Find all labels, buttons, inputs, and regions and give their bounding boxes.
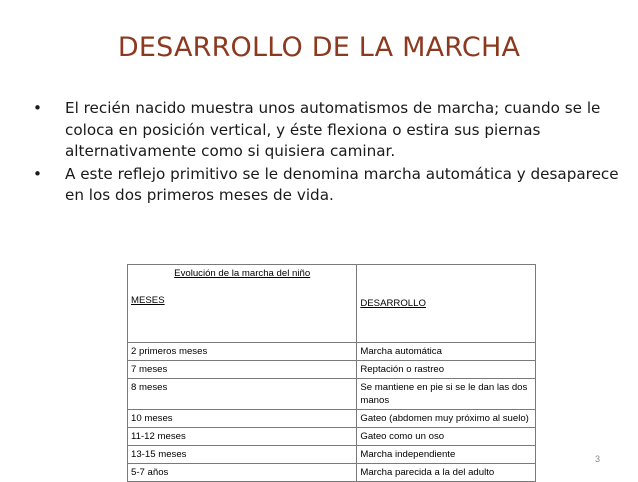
bullet-icon: • [33,99,42,117]
table-row [128,428,536,446]
column-header-meses: MESES [131,295,165,306]
table-row [128,446,536,464]
cell-desarrollo: Reptación o rastreo [357,361,536,379]
bullet-list [33,98,623,208]
cell-meses: 8 meses [128,379,357,410]
bullet-item [33,98,623,163]
cell-desarrollo: Marcha independiente [357,446,536,464]
table-header-row [128,265,536,343]
column-header-desarrollo: DESARROLLO [360,298,426,309]
cell-desarrollo: Marcha parecida a la del adulto [357,464,536,482]
cell-desarrollo: Gateo como un oso [357,428,536,446]
cell-meses: 11-12 meses [128,428,357,446]
bullet-text: El recién nacido muestra unos automatismos de marcha; cuando se le coloca en posición vertical, y éste flexiona o estira sus piernas alternativamente como si quisiera caminar. [65,99,601,160]
cell-meses: 7 meses [128,361,357,379]
bullet-icon: • [33,164,42,183]
cell-meses: 13-15 meses [128,446,357,464]
walking-evolution-table [127,264,536,482]
header-cell-desarrollo [357,265,536,343]
cell-meses: 2 primeros meses [128,343,357,361]
table-row [128,343,536,361]
cell-meses: 5-7 años [128,464,357,482]
bullet-text: A este reflejo primitivo se le denomina marcha automática y desaparece en los dos primeros meses de vida. [65,164,619,204]
table-row [128,379,536,410]
cell-meses: 10 meses [128,410,357,428]
slide-title: DESARROLLO DE LA MARCHA [117,32,521,63]
bullet-item [33,164,623,207]
table-row [128,361,536,379]
cell-desarrollo: Se mantiene en pie si se le dan las dos manos [357,379,536,410]
cell-desarrollo: Gateo (abdomen muy próximo al suelo) [357,410,536,428]
page-number: 3 [594,454,600,464]
header-cell-meses [128,265,357,343]
cell-desarrollo: Marcha automática [357,343,536,361]
table-caption: Evolución de la marcha del niño [174,268,311,279]
table-row [128,410,536,428]
